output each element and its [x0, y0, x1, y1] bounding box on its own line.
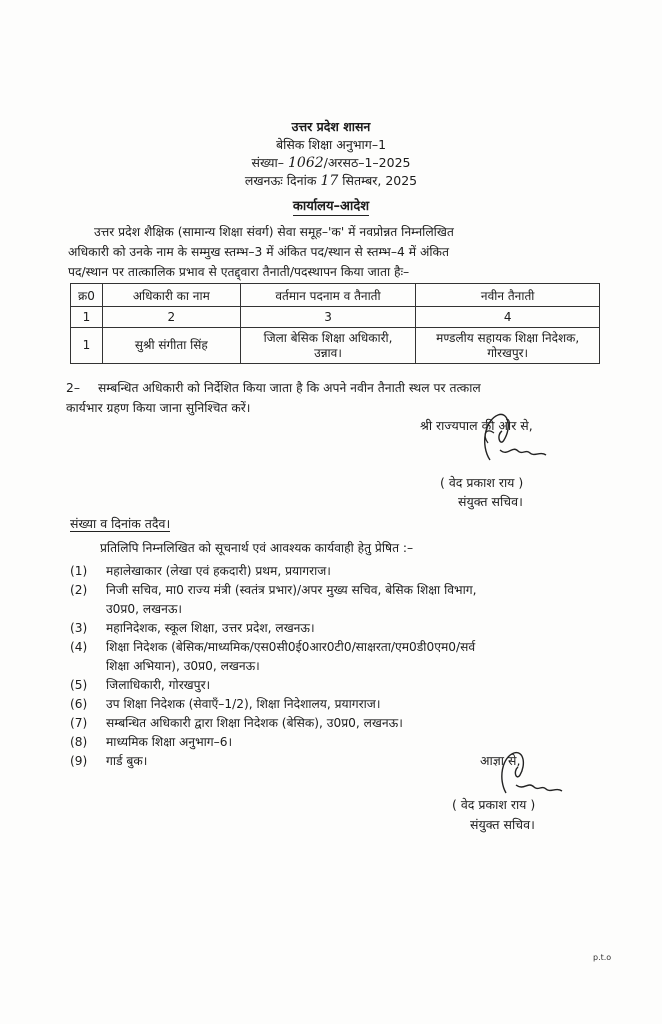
signature-1-designation: संयुक्त सचिव। [458, 494, 523, 509]
section-title: बेसिक शिक्षा अनुभाग–1 [275, 137, 387, 152]
row-new-post: मण्डलीय सहायक शिक्षा निदेशक, गोरखपुर। [416, 328, 600, 364]
col-number: 4 [416, 307, 600, 328]
table-header-row [71, 284, 600, 307]
copy-list [70, 562, 610, 771]
copy-intro: प्रतिलिपि निम्नलिखित को सूचनार्थ एवं आवश्यक कार्यवाही हेतु प्रेषित :– [100, 541, 414, 555]
intro-line-3: पद/स्थान पर तात्कालिक प्रभाव से एतद्द्वारा तैनाती/पदस्थापन किया जाता हैः– [68, 265, 410, 279]
order-number-suffix: /अरसठ–1–2025 [323, 155, 411, 170]
order-date [0, 173, 662, 189]
intro-line-1: उत्तर प्रदेश शैक्षिक (सामान्य शिक्षा संवर्ग) सेवा समूह–'क' में नवप्रोन्नत निम्नलिखित [94, 225, 454, 239]
header-sr: क्र0 [71, 284, 103, 307]
signature-2-name: ( वेद प्रकाश राय ) [452, 797, 536, 812]
list-item: (4) शिक्षा निदेशक (बेसिक/माध्यमिक/एस0सी0ई0आर0टी0/साक्षरता/एम0डी0एम0/सर्व शिक्षा अभियान), उ0प्र0, लखनऊ। [70, 640, 476, 673]
table-row [71, 328, 600, 364]
header-current-post: वर्तमान पदनाम व तैनाती [240, 284, 416, 307]
list-item: (6) उप शिक्षा निदेशक (सेवाएँ–1/2), शिक्षा निदेशालय, प्रयागराज। [70, 697, 381, 711]
order-date-suffix: सितम्बर, 2025 [342, 173, 418, 188]
list-item: (9) गार्ड बुक। [70, 754, 148, 768]
col-number: 2 [102, 307, 240, 328]
col-number: 1 [71, 307, 103, 328]
govt-title: उत्तर प्रदेश शासन [291, 119, 371, 134]
posting-table [70, 283, 600, 364]
signature-1-scribble [460, 405, 560, 475]
signature-1-name: ( वेद प्रकाश राय ) [440, 475, 524, 490]
header-new-post: नवीन तैनाती [416, 284, 600, 307]
order-number [0, 155, 662, 171]
signature-2-order: आज्ञा से, [480, 753, 521, 768]
list-item: (2) निजी सचिव, मा0 राज्य मंत्री (स्वतंत्र प्रभार)/अपर मुख्य सचिव, बेसिक शिक्षा विभाग, उ0प्र0, लखनऊ। [70, 583, 477, 616]
intro-line-2: अधिकारी को उनके नाम के सम्मुख स्तम्भ–3 में अंकित पद/स्थान से स्तम्भ–4 में अंकित [68, 245, 449, 259]
header-name: अधिकारी का नाम [102, 284, 240, 307]
table-column-number-row [71, 307, 600, 328]
list-item: (7) सम्बन्धित अधिकारी द्वारा शिक्षा निदेशक (बेसिक), उ0प्र0, लखनऊ। [70, 716, 403, 730]
paragraph-2-line-1: 2– सम्बन्धित अधिकारी को निर्देशित किया जाता है कि अपने नवीन तैनाती स्थल पर तत्काल [66, 381, 481, 395]
col-number: 3 [240, 307, 416, 328]
signature-1-behalf: श्री राज्यपाल की ओर से, [420, 418, 533, 433]
order-number-prefix: संख्या– [251, 155, 285, 170]
row-sr: 1 [71, 328, 103, 364]
list-item: (1) महालेखाकार (लेखा एवं हकदारी) प्रथम, प्रयागराज। [70, 564, 331, 578]
list-item: (5) जिलाधिकारी, गोरखपुर। [70, 678, 211, 692]
list-item: (3) महानिदेशक, स्कूल शिक्षा, उत्तर प्रदेश, लखनऊ। [70, 621, 315, 635]
order-date-handwritten: 17 [320, 173, 339, 189]
order-date-prefix: लखनऊः दिनांक [244, 173, 317, 188]
row-current-post: जिला बेसिक शिक्षा अधिकारी, उन्नाव। [240, 328, 416, 364]
pto-note: p.t.o [593, 953, 612, 962]
intro-paragraph [68, 222, 602, 282]
paragraph-2-line-2: कार्यभार ग्रहण किया जाना सुनिश्चित करें। [66, 401, 251, 415]
signature-2-designation: संयुक्त सचिव। [470, 817, 535, 832]
row-officer-name: सुश्री संगीता सिंह [102, 328, 240, 364]
copy-heading: संख्या व दिनांक तदैव। [70, 516, 171, 531]
order-number-handwritten: 1062 [288, 155, 324, 171]
office-order-title: कार्यालय–आदेश [292, 199, 370, 214]
list-item: (8) माध्यमिक शिक्षा अनुभाग–6। [70, 735, 233, 749]
